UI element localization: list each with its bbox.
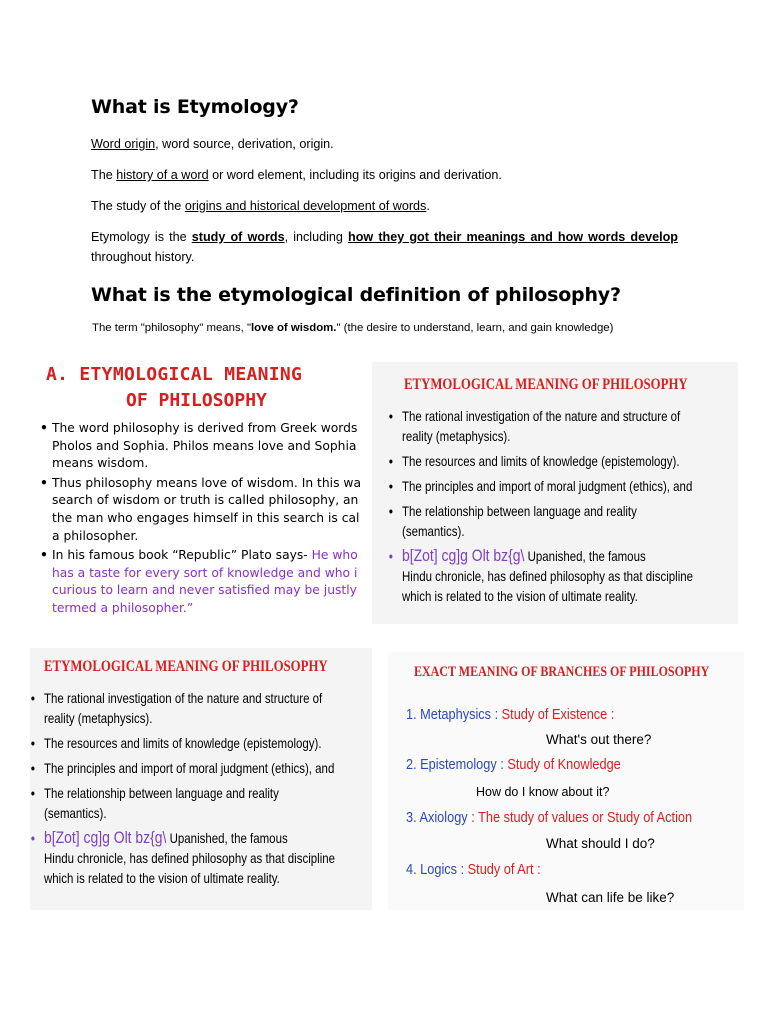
line: reality (metaphysics).	[44, 710, 153, 726]
line: (semantics).	[44, 805, 107, 821]
line	[52, 547, 372, 565]
panel-etymological-meaning-a	[36, 358, 372, 630]
line	[402, 546, 738, 566]
branch-question: What can life be like?	[546, 890, 675, 905]
line: which is related to the vision of ultimate reality.	[44, 870, 280, 886]
text: Etymology is the	[91, 230, 192, 244]
line: The principles and import of moral judgment (ethics), and	[402, 478, 693, 494]
line: The resources and limits of knowledge (epistemology).	[402, 453, 680, 469]
list-item	[30, 688, 372, 728]
glyph-text: b[Zot] cg]g Olt bz{g\	[402, 546, 525, 565]
branch-name: 1. Metaphysics :	[406, 706, 502, 723]
bullet-icon: •	[388, 503, 393, 519]
branch-row	[406, 809, 692, 826]
bullet-list	[40, 420, 372, 620]
branch-meaning: Study of Art :	[467, 861, 541, 878]
quote-text: He who	[311, 548, 358, 563]
text: In his famous book “Republic” Plato says-	[52, 548, 312, 563]
bullet-list	[30, 688, 372, 893]
panel-title-line1: A. ETYMOLOGICAL MEANING	[46, 364, 303, 385]
text: Upanished, the famous	[524, 548, 646, 564]
text: The study of the	[91, 199, 185, 213]
bullet-icon: •	[30, 735, 35, 751]
heading-etymological-definition: What is the etymological definition of philosophy?	[91, 284, 621, 306]
quote-line: termed a philosopher.”	[52, 600, 194, 615]
branch-question: What should I do?	[546, 836, 655, 851]
list-item	[40, 547, 372, 617]
bold-underlined-text: how they got their meanings and how words develop	[348, 230, 678, 244]
branch-question: How do I know about it?	[476, 785, 610, 799]
bullet-icon: •	[40, 421, 48, 435]
bullet-icon: •	[388, 548, 393, 564]
panel-title: ETYMOLOGICAL MEANING OF PHILOSOPHY	[404, 376, 688, 393]
paragraph-word-origin	[91, 134, 334, 154]
underlined-text: Word origin	[91, 137, 156, 151]
line: The resources and limits of knowledge (epistemology).	[44, 735, 322, 751]
line: Hindu chronicle, has defined philosophy as that discipline	[402, 568, 694, 584]
text: , word source, derivation, origin.	[155, 137, 334, 151]
line: The principles and import of moral judgment (ethics), and	[44, 760, 335, 776]
list-item	[30, 783, 372, 823]
panel-branches-of-philosophy	[388, 652, 744, 910]
line: means wisdom.	[52, 456, 149, 471]
line: reality (metaphysics).	[402, 428, 511, 444]
panel-title-line2: OF PHILOSOPHY	[126, 390, 267, 411]
bold-underlined-text: study of words	[191, 230, 285, 244]
line: (semantics).	[402, 523, 465, 539]
line	[44, 828, 372, 848]
list-item	[40, 420, 372, 473]
text: , including	[284, 230, 349, 244]
underlined-text: history of a word	[116, 168, 209, 182]
underlined-text: origins and historical development of words	[184, 199, 427, 213]
panel-etymological-meaning-c	[30, 648, 372, 910]
panel-title: EXACT MEANING OF BRANCHES OF PHILOSOPHY	[414, 664, 710, 680]
paragraph-history	[91, 165, 502, 185]
list-item	[388, 451, 738, 471]
bold-text: love of wisdom.	[251, 322, 337, 334]
branch-row	[406, 756, 621, 773]
line: Hindu chronicle, has defined philosophy as that discipline	[44, 850, 336, 866]
line: which is related to the vision of ultimate reality.	[402, 588, 638, 604]
list-item	[388, 406, 738, 446]
branch-meaning: Study of Knowledge	[507, 756, 621, 773]
line: The rational investigation of the nature and structure of	[44, 690, 323, 706]
branch-question: What's out there?	[546, 732, 652, 747]
panel-title: ETYMOLOGICAL MEANING OF PHILOSOPHY	[44, 658, 328, 675]
term-definition	[92, 318, 613, 338]
line: The rational investigation of the nature and structure of	[402, 408, 681, 424]
paragraph-etymology-def	[91, 227, 678, 267]
branch-row	[406, 861, 541, 878]
text: or word element, including its origins and derivation.	[208, 168, 502, 182]
bullet-icon: •	[388, 478, 393, 494]
text: The	[91, 168, 117, 182]
bullet-icon: •	[30, 690, 35, 706]
text: .	[426, 199, 430, 213]
bullet-icon: •	[388, 453, 393, 469]
branch-name: 4. Logics :	[406, 861, 468, 878]
list-item	[388, 476, 738, 496]
list-item	[30, 733, 372, 753]
bullet-list	[388, 406, 738, 611]
text: " (the desire to understand, learn, and gain knowledge)	[336, 322, 614, 334]
bullet-icon: •	[30, 760, 35, 776]
line: search of wisdom or truth is called philosophy, an	[52, 493, 359, 508]
line: the man who engages himself in this search is cal	[52, 510, 360, 525]
text: throughout history.	[91, 250, 195, 264]
branch-meaning: The study of values or Study of Action	[478, 809, 693, 826]
list-item	[388, 501, 738, 541]
bullet-icon: •	[30, 830, 35, 846]
bullet-icon: •	[388, 408, 393, 424]
list-item	[40, 475, 372, 545]
list-item	[30, 758, 372, 778]
glyph-text: b[Zot] cg]g Olt bz{g\	[44, 828, 167, 847]
heading-etymology: What is Etymology?	[91, 96, 299, 118]
quote-line: curious to learn and never satisfied may be justly	[52, 583, 357, 598]
panel-etymological-meaning-b	[372, 362, 738, 624]
line: The word philosophy is derived from Greek words	[52, 421, 358, 435]
bullet-icon: •	[30, 785, 35, 801]
line: The relationship between language and reality	[402, 503, 637, 519]
line: a philosopher.	[52, 528, 139, 543]
branch-name: 3. Axiology :	[406, 809, 479, 826]
list-item	[30, 828, 372, 888]
line: The relationship between language and reality	[44, 785, 279, 801]
paragraph-study	[91, 196, 430, 216]
list-item	[388, 546, 738, 606]
branch-name: 2. Epistemology :	[406, 756, 508, 773]
text: The term "philosophy" means, "	[92, 322, 252, 334]
text: Upanished, the famous	[166, 830, 288, 846]
branch-row	[406, 706, 614, 723]
branch-meaning: Study of Existence :	[501, 706, 615, 723]
quote-line: has a taste for every sort of knowledge and who i	[52, 565, 358, 580]
line: Thus philosophy means love of wisdom. In this wa	[52, 475, 362, 490]
bullet-icon: •	[40, 548, 48, 563]
line: Pholos and Sophia. Philos means love and Sophia	[52, 438, 357, 453]
bullet-icon: •	[40, 475, 48, 490]
